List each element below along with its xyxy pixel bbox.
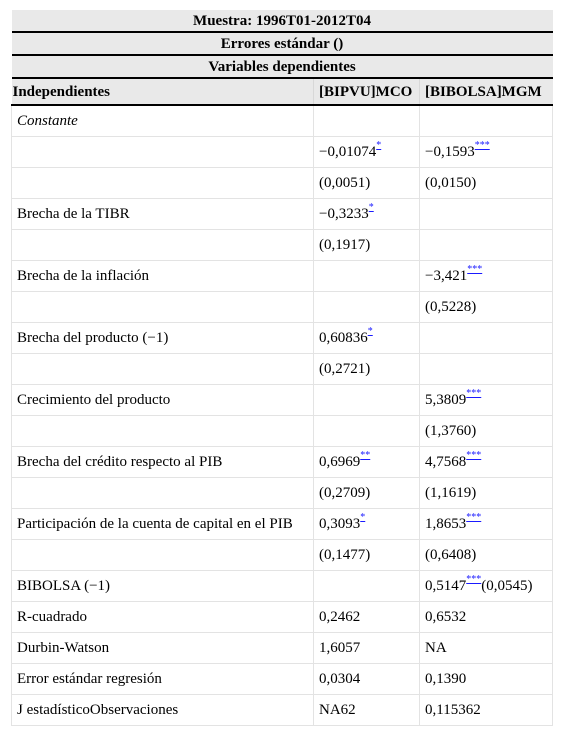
row-label: Brecha del crédito respecto al PIB xyxy=(12,447,314,478)
cell-bipvu xyxy=(314,416,420,447)
table-row xyxy=(12,602,553,633)
cell-bibolsa xyxy=(420,385,553,416)
cell-bibolsa xyxy=(420,137,553,168)
cell-value: 4,7568 xyxy=(425,454,467,470)
table-row xyxy=(12,261,553,292)
cell-value: (0,0051) xyxy=(319,175,371,191)
cell-bibolsa xyxy=(420,105,553,137)
cell-bipvu xyxy=(314,695,420,726)
cell-value: −0,3233 xyxy=(319,206,369,222)
cell-value: −0,1593 xyxy=(425,144,475,160)
cell-bipvu xyxy=(314,664,420,695)
table-row xyxy=(12,695,553,726)
row-label: Error estándar regresión xyxy=(12,664,314,695)
cell-bibolsa xyxy=(420,354,553,385)
cell-std-error: (0,0545) xyxy=(481,578,533,594)
cell-bipvu xyxy=(314,478,420,509)
cell-bipvu xyxy=(314,509,420,540)
cell-value: (1,3760) xyxy=(425,423,477,439)
cell-bibolsa xyxy=(420,261,553,292)
cell-bibolsa xyxy=(420,447,553,478)
row-label xyxy=(12,168,314,199)
cell-value: 0,115362 xyxy=(425,702,481,718)
table-row xyxy=(12,664,553,695)
cell-bibolsa xyxy=(420,168,553,199)
row-label: Constante xyxy=(12,105,314,137)
cell-bipvu xyxy=(314,602,420,633)
significance-link[interactable]: *** xyxy=(466,450,482,461)
cell-bibolsa xyxy=(420,571,553,602)
cell-value: 0,6969 xyxy=(319,454,361,470)
row-label xyxy=(12,292,314,323)
significance-link[interactable]: * xyxy=(367,326,373,337)
cell-bipvu xyxy=(314,199,420,230)
cell-value: NA xyxy=(425,640,447,656)
cell-bibolsa xyxy=(420,602,553,633)
significance-link[interactable]: *** xyxy=(466,512,482,523)
row-label: BIBOLSA (−1) xyxy=(12,571,314,602)
cell-value: 1,8653 xyxy=(425,516,467,532)
cell-value: (0,5228) xyxy=(425,299,477,315)
cell-bibolsa xyxy=(420,540,553,571)
cell-bipvu xyxy=(314,540,420,571)
cell-value: −0,01074 xyxy=(319,144,377,160)
cell-bipvu xyxy=(314,571,420,602)
cell-bibolsa xyxy=(420,292,553,323)
cell-bipvu xyxy=(314,323,420,354)
significance-link[interactable]: *** xyxy=(474,140,490,151)
table-row xyxy=(12,571,553,602)
table-row xyxy=(12,168,553,199)
row-label xyxy=(12,478,314,509)
significance-link[interactable]: * xyxy=(368,202,374,213)
cell-bibolsa xyxy=(420,664,553,695)
table-row xyxy=(12,230,553,261)
cell-bipvu xyxy=(314,168,420,199)
cell-value: (0,6408) xyxy=(425,547,477,563)
cell-value: 0,6532 xyxy=(425,609,467,625)
column-header-independents: Independientes xyxy=(12,78,314,105)
cell-bipvu xyxy=(314,447,420,478)
std-errors-header: Errores estándar () xyxy=(12,32,553,55)
significance-link[interactable]: * xyxy=(376,140,382,151)
dependent-variables-header: Variables dependientes xyxy=(12,55,553,78)
table-row xyxy=(12,292,553,323)
row-label: J estadísticoObservaciones xyxy=(12,695,314,726)
regression-table xyxy=(11,10,553,726)
table-body xyxy=(12,105,553,726)
cell-bipvu xyxy=(314,633,420,664)
table-row xyxy=(12,540,553,571)
table-row xyxy=(12,137,553,168)
cell-value: (1,1619) xyxy=(425,485,477,501)
cell-value: 5,3809 xyxy=(425,392,467,408)
significance-link[interactable]: *** xyxy=(466,388,482,399)
row-label: Crecimiento del producto xyxy=(12,385,314,416)
row-label: R-cuadrado xyxy=(12,602,314,633)
cell-bipvu xyxy=(314,292,420,323)
cell-bibolsa xyxy=(420,230,553,261)
cell-value: −3,421 xyxy=(425,268,468,284)
row-label xyxy=(12,416,314,447)
significance-link[interactable]: *** xyxy=(466,574,482,585)
row-label: Brecha de la TIBR xyxy=(12,199,314,230)
table-row xyxy=(12,105,553,137)
row-label: Brecha de la inflación xyxy=(12,261,314,292)
row-label: Participación de la cuenta de capital en el PIB xyxy=(12,509,314,540)
cell-value: (0,2709) xyxy=(319,485,371,501)
row-label xyxy=(12,137,314,168)
cell-bibolsa xyxy=(420,199,553,230)
cell-value: NA62 xyxy=(319,702,356,718)
row-label: Durbin-Watson xyxy=(12,633,314,664)
cell-value: (0,0150) xyxy=(425,175,477,191)
cell-value: 0,5147 xyxy=(425,578,467,594)
cell-bipvu xyxy=(314,105,420,137)
cell-value: (0,1477) xyxy=(319,547,371,563)
cell-value: 0,60836 xyxy=(319,330,368,346)
column-header-bipvu: [BIPVU]MCO xyxy=(314,78,420,105)
cell-bibolsa xyxy=(420,416,553,447)
table-row xyxy=(12,416,553,447)
cell-bibolsa xyxy=(420,509,553,540)
cell-value: 0,3093 xyxy=(319,516,361,532)
table-row xyxy=(12,354,553,385)
significance-link[interactable]: *** xyxy=(467,264,483,275)
cell-bibolsa xyxy=(420,695,553,726)
regression-table-container xyxy=(11,10,552,726)
cell-bipvu xyxy=(314,137,420,168)
table-row xyxy=(12,509,553,540)
table-row xyxy=(12,385,553,416)
row-label xyxy=(12,540,314,571)
cell-bipvu xyxy=(314,354,420,385)
cell-value: 1,6057 xyxy=(319,640,361,656)
cell-bipvu xyxy=(314,385,420,416)
column-header-bibolsa: [BIBOLSA]MGM xyxy=(420,78,553,105)
row-label xyxy=(12,354,314,385)
cell-value: 0,0304 xyxy=(319,671,361,687)
table-row xyxy=(12,478,553,509)
cell-bipvu xyxy=(314,230,420,261)
significance-link[interactable]: * xyxy=(360,512,366,523)
row-label: Brecha del producto (−1) xyxy=(12,323,314,354)
table-row xyxy=(12,447,553,478)
table-row xyxy=(12,323,553,354)
cell-bipvu xyxy=(314,261,420,292)
cell-value: 0,1390 xyxy=(425,671,467,687)
cell-value: (0,1917) xyxy=(319,237,371,253)
table-row xyxy=(12,199,553,230)
cell-value: (0,2721) xyxy=(319,361,371,377)
sample-header: Muestra: 1996T01-2012T04 xyxy=(12,10,553,32)
cell-bibolsa xyxy=(420,633,553,664)
cell-value: 0,2462 xyxy=(319,609,361,625)
cell-bibolsa xyxy=(420,478,553,509)
row-label xyxy=(12,230,314,261)
table-row xyxy=(12,633,553,664)
cell-bibolsa xyxy=(420,323,553,354)
significance-link[interactable]: ** xyxy=(360,450,371,461)
